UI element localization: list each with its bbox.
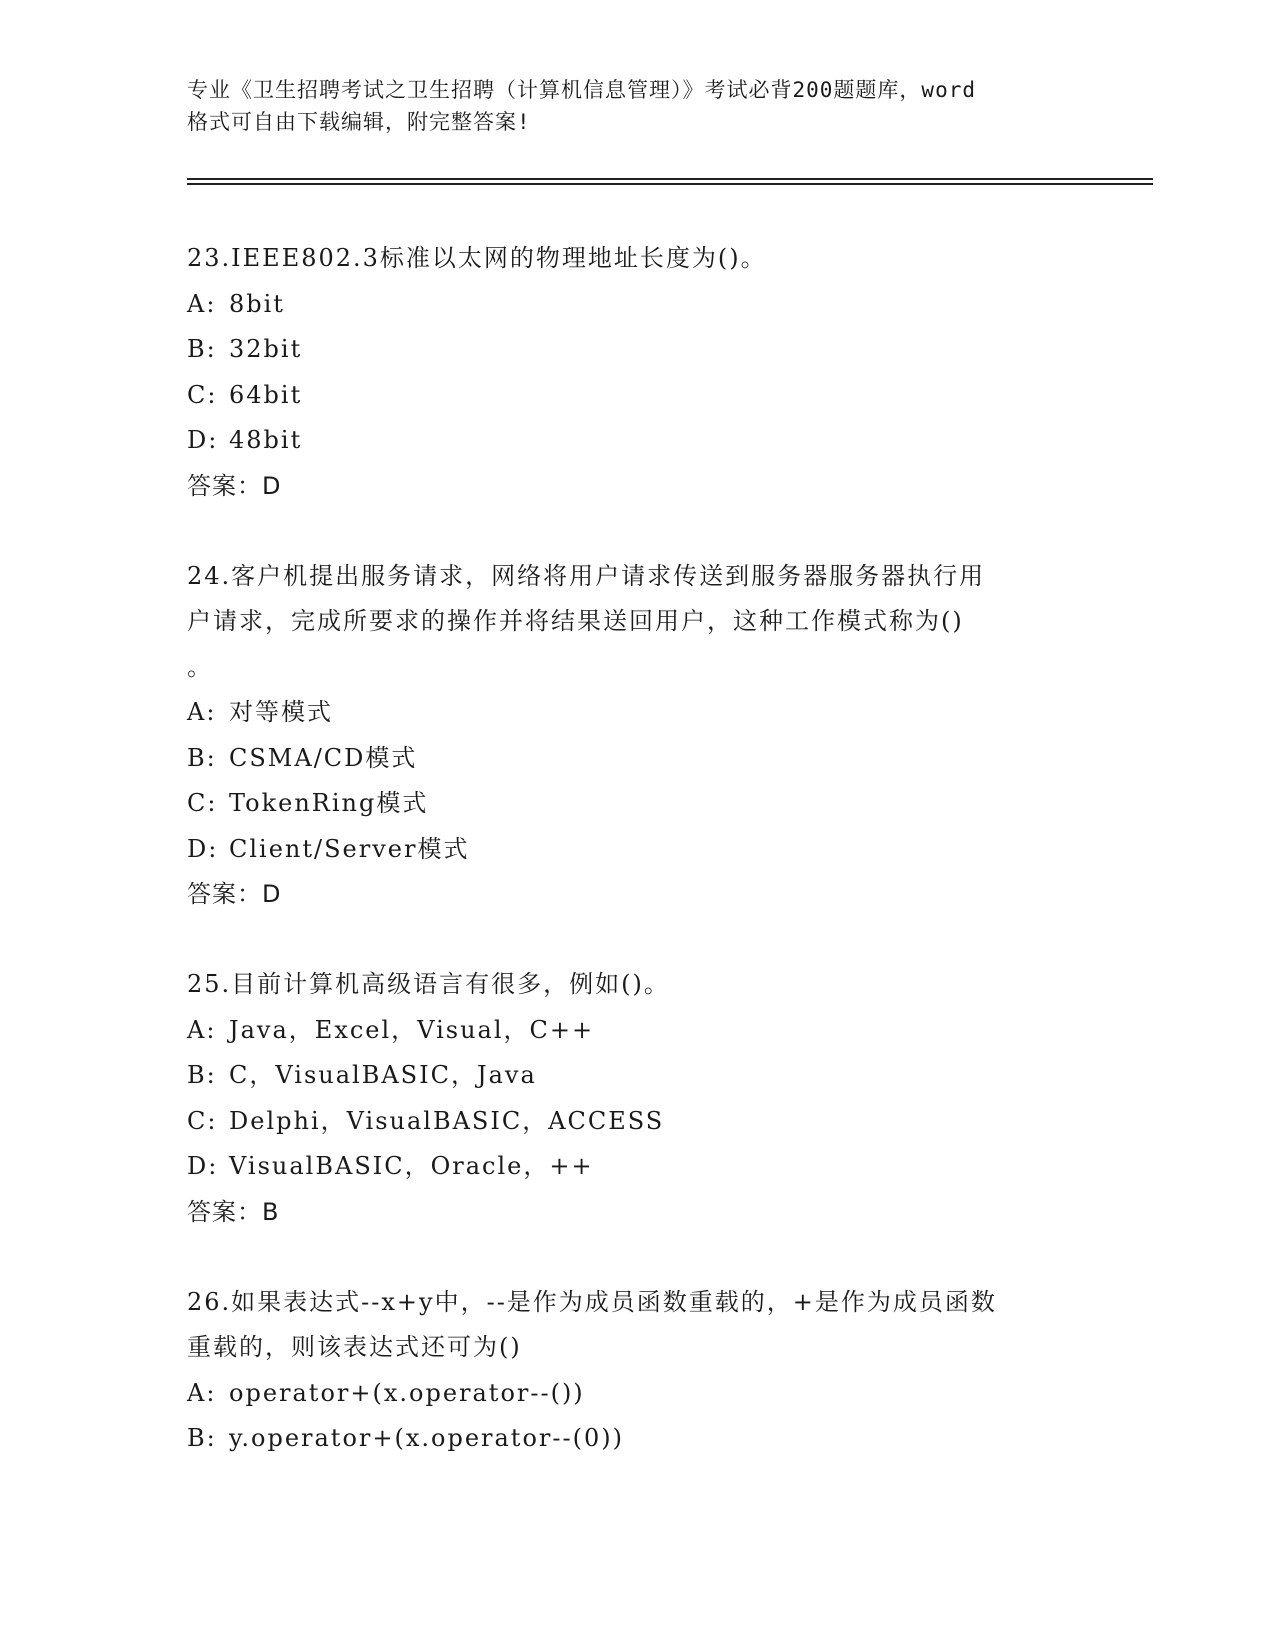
option-label: B: [187,743,217,772]
option-label: A: [187,1378,217,1407]
question-25 [187,962,1087,1234]
question-stem-line-2: 户请求，完成所要求的操作并将结果送回用户，这种工作模式称为() [187,607,964,635]
document-header [187,74,1087,138]
option-d [187,827,1087,873]
option-a [187,282,1087,328]
answer-line: 答案：D [187,880,282,908]
question-stem-line-2: 重载的，则该表达式还可为() [187,1333,522,1361]
option-label: A: [187,698,217,726]
question-stem: 25.目前计算机高级语言有很多，例如()。 [187,970,670,998]
option-a [187,690,1087,736]
option-c [187,1099,1087,1145]
question-stem: 23.IEEE802.3标准以太网的物理地址长度为()。 [187,244,767,272]
option-label: C: [187,789,218,817]
option-d [187,1144,1087,1190]
option-label: D: [187,426,219,454]
option-text: Java，Excel，Visual，C++ [229,1015,595,1044]
header-line-1: 专业《卫生招聘考试之卫生招聘（计算机信息管理）》考试必背200题题库，word [187,78,976,102]
option-a [187,1008,1087,1054]
header-divider-bottom [187,183,1153,185]
option-text: Delphi，VisualBASIC，ACCESS [229,1106,665,1135]
header-line-2: 格式可自由下载编辑，附完整答案! [187,110,531,134]
answer-line: 答案：D [187,471,282,500]
option-a [187,1371,1087,1417]
question-24 [187,554,1087,917]
option-label: D: [187,1152,219,1180]
option-text: TokenRing模式 [229,789,429,817]
answer-line: 答案：B [187,1197,280,1226]
option-text: Client/Server模式 [229,834,470,863]
question-26 [187,1280,1087,1462]
question-stem-line-1: 24.客户机提出服务请求，网络将用户请求传送到服务器服务器执行用 [187,561,986,590]
option-text: 64bit [229,380,303,409]
option-b [187,1416,1087,1462]
option-label: B: [187,1061,217,1089]
question-stem-line-3: 。 [187,652,213,681]
option-label: D: [187,834,219,863]
option-text: 48bit [229,426,303,454]
option-b [187,327,1087,373]
option-text: y.operator+(x.operator--(0)) [229,1424,624,1452]
option-text: VisualBASIC，Oracle，++ [229,1152,594,1180]
question-stem-line-1: 26.如果表达式--x+y中，--是作为成员函数重载的，+是作为成员函数 [187,1287,997,1316]
option-label: B: [187,1424,217,1452]
option-text: 8bit [229,289,285,318]
option-text: CSMA/CD模式 [229,743,418,772]
option-text: operator+(x.operator--()) [229,1378,585,1407]
option-label: A: [187,1015,217,1044]
option-b [187,1053,1087,1099]
option-label: A: [187,289,217,318]
option-label: C: [187,1106,218,1135]
option-text: C，VisualBASIC，Java [229,1061,537,1089]
option-text: 对等模式 [229,698,333,726]
header-divider-top [187,178,1153,180]
option-text: 32bit [229,335,303,363]
option-b [187,736,1087,782]
option-label: B: [187,335,217,363]
question-23 [187,236,1087,508]
option-c [187,373,1087,419]
option-c [187,781,1087,827]
option-d [187,418,1087,464]
question-list [187,236,1087,1508]
option-label: C: [187,380,218,409]
